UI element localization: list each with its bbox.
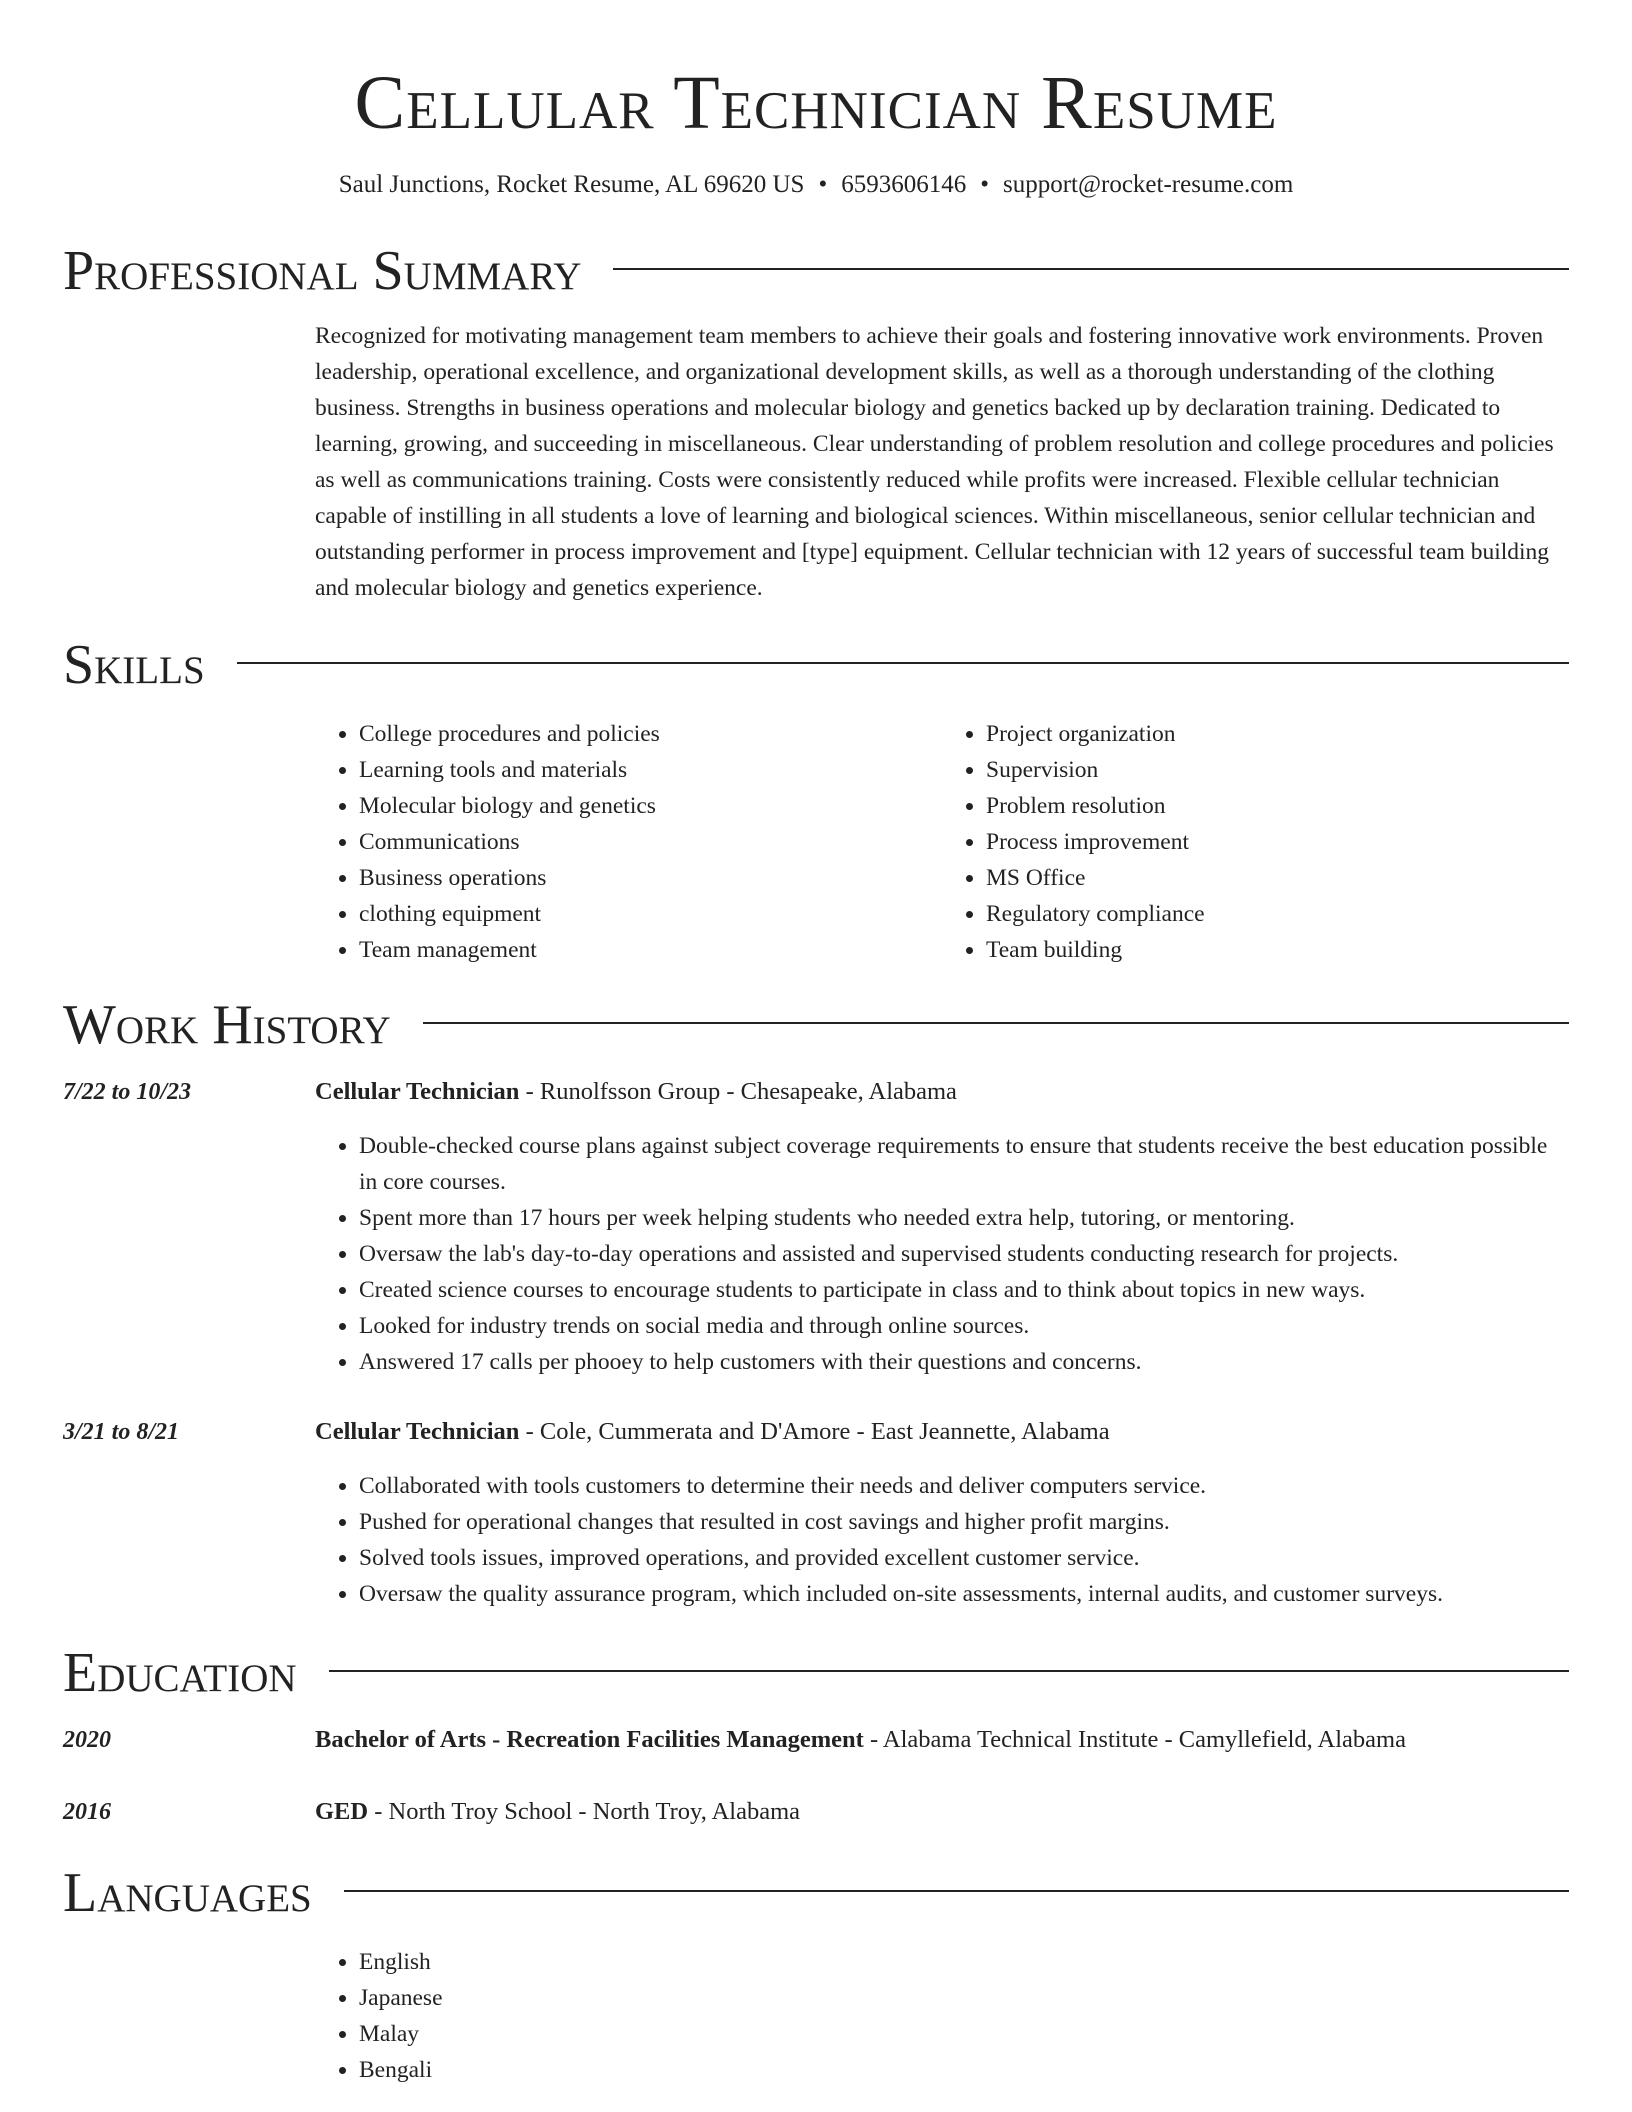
contact-address: Saul Junctions, Rocket Resume, AL 69620 US (338, 171, 805, 198)
job-bullet: • Created science courses to encourage students to participate in class and to think about topics in new ways. (359, 1272, 1569, 1308)
skill-item: • Process improvement (986, 824, 1569, 860)
job-title-line (315, 1414, 1569, 1450)
education-line (315, 1794, 1569, 1830)
summary-header (63, 238, 1569, 304)
language-item: • English (359, 1944, 1569, 1980)
skill-item: • MS Office (986, 860, 1569, 896)
summary-section (63, 238, 1569, 606)
section-rule (344, 1890, 1569, 1892)
job-bullet: • Answered 17 calls per phooey to help customers with their questions and concerns. (359, 1344, 1569, 1380)
job-employer: - Cole, Cummerata and D'Amore - East Jeannette, Alabama (519, 1418, 1110, 1445)
languages-header (63, 1860, 1569, 1926)
section-heading: Languages (63, 1862, 312, 1924)
education-year: 2016 (63, 1799, 111, 1825)
languages-section (63, 1860, 1569, 2088)
skill-item: • Team management (359, 932, 942, 968)
skill-item: • Business operations (359, 860, 942, 896)
education-line (315, 1722, 1569, 1758)
skills-section (63, 632, 1569, 968)
education-entry (63, 1794, 1569, 1830)
job-entry (63, 1074, 1569, 1380)
job-dates: 3/21 to 8/21 (63, 1419, 180, 1445)
skill-item: • Project organization (986, 716, 1569, 752)
skill-item: • clothing equipment (359, 896, 942, 932)
job-entry (63, 1414, 1569, 1612)
education-school: - Alabama Technical Institute - Camyllefield, Alabama (863, 1726, 1406, 1753)
job-title: Cellular Technician (315, 1418, 520, 1445)
section-rule (237, 662, 1569, 664)
job-bullets (315, 1468, 1569, 1612)
contact-email: support@rocket-resume.com (1002, 171, 1294, 198)
education-header (63, 1640, 1569, 1706)
contact-separator: • (980, 171, 989, 198)
skill-item: • Team building (986, 932, 1569, 968)
language-item: • Japanese (359, 1980, 1569, 2016)
job-bullet: • Looked for industry trends on social media and through online sources. (359, 1308, 1569, 1344)
skills-list-left (315, 716, 942, 968)
job-bullet: • Spent more than 17 hours per week helping students who needed extra help, tutoring, or mentoring. (359, 1200, 1569, 1236)
education-school: - North Troy School - North Troy, Alabama (368, 1798, 801, 1825)
job-bullet: • Oversaw the quality assurance program, which included on-site assessments, internal audits, and customer surveys. (359, 1576, 1569, 1612)
skill-item: • Molecular biology and genetics (359, 788, 942, 824)
contact-separator: • (818, 171, 828, 198)
job-bullet: • Collaborated with tools customers to determine their needs and deliver computers service. (359, 1468, 1569, 1504)
education-degree: GED (315, 1798, 369, 1825)
section-rule (329, 1670, 1569, 1672)
languages-list (315, 1944, 1569, 2088)
education-degree: Bachelor of Arts - Recreation Facilities Management (315, 1726, 864, 1753)
language-item: • Bengali (359, 2052, 1569, 2088)
job-bullet: • Pushed for operational changes that resulted in cost savings and higher profit margins. (359, 1504, 1569, 1540)
job-bullet: • Oversaw the lab's day-to-day operations and assisted and supervised students conducting research for projects. (359, 1236, 1569, 1272)
section-rule (423, 1022, 1569, 1024)
work-history-header (63, 992, 1569, 1058)
job-employer: - Runolfsson Group - Chesapeake, Alabama (519, 1078, 957, 1105)
job-dates: 7/22 to 10/23 (63, 1079, 192, 1105)
job-bullet: • Double-checked course plans against subject coverage requirements to ensure that students receive the best education possible in core courses. (359, 1128, 1569, 1200)
skill-item: • College procedures and policies (359, 716, 942, 752)
section-rule (613, 268, 1569, 270)
education-entry (63, 1722, 1569, 1758)
job-bullet: • Solved tools issues, improved operations, and provided excellent customer service. (359, 1540, 1569, 1576)
section-heading: Skills (63, 634, 205, 696)
contact-line (0, 168, 1632, 202)
job-bullets (315, 1128, 1569, 1380)
resume-title: Cellular Technician Resume (354, 61, 1278, 145)
skill-item: • Problem resolution (986, 788, 1569, 824)
work-history-section (63, 992, 1569, 1612)
education-year: 2020 (63, 1727, 111, 1753)
section-heading: Education (63, 1642, 297, 1704)
summary-text: Recognized for motivating management team members to achieve their goals and fostering innovative work environments. Proven leadership, operational excellence, and organizational development skills, as well as a thorough understanding of the clothing business. Strengths in business operations and molecular biology and genetics backed up by declaration training. Dedicated to learning, growing, and succeeding in miscellaneous. Clear understanding of problem resolution and college procedures and policies as well as communications training. Costs were consistently reduced while profits were increased. Flexible cellular technician capable of instilling in all students a love of learning and biological sciences. Within miscellaneous, senior cellular technician and outstanding performer in process improvement and [type] equipment. Cellular technician with 12 years of successful team building and molecular biology and genetics experience. (315, 323, 1554, 601)
skill-item: • Learning tools and materials (359, 752, 942, 788)
section-heading: Professional Summary (63, 240, 582, 302)
education-section (63, 1640, 1569, 1830)
job-title: Cellular Technician (315, 1078, 520, 1105)
job-title-line (315, 1074, 1569, 1110)
language-item: • Malay (359, 2016, 1569, 2052)
skill-item: • Communications (359, 824, 942, 860)
skill-item: • Supervision (986, 752, 1569, 788)
skills-list-right (942, 716, 1569, 968)
contact-phone: 6593606146 (841, 171, 967, 198)
skills-header (63, 632, 1569, 698)
section-heading: Work History (63, 994, 391, 1056)
skill-item: • Regulatory compliance (986, 896, 1569, 932)
